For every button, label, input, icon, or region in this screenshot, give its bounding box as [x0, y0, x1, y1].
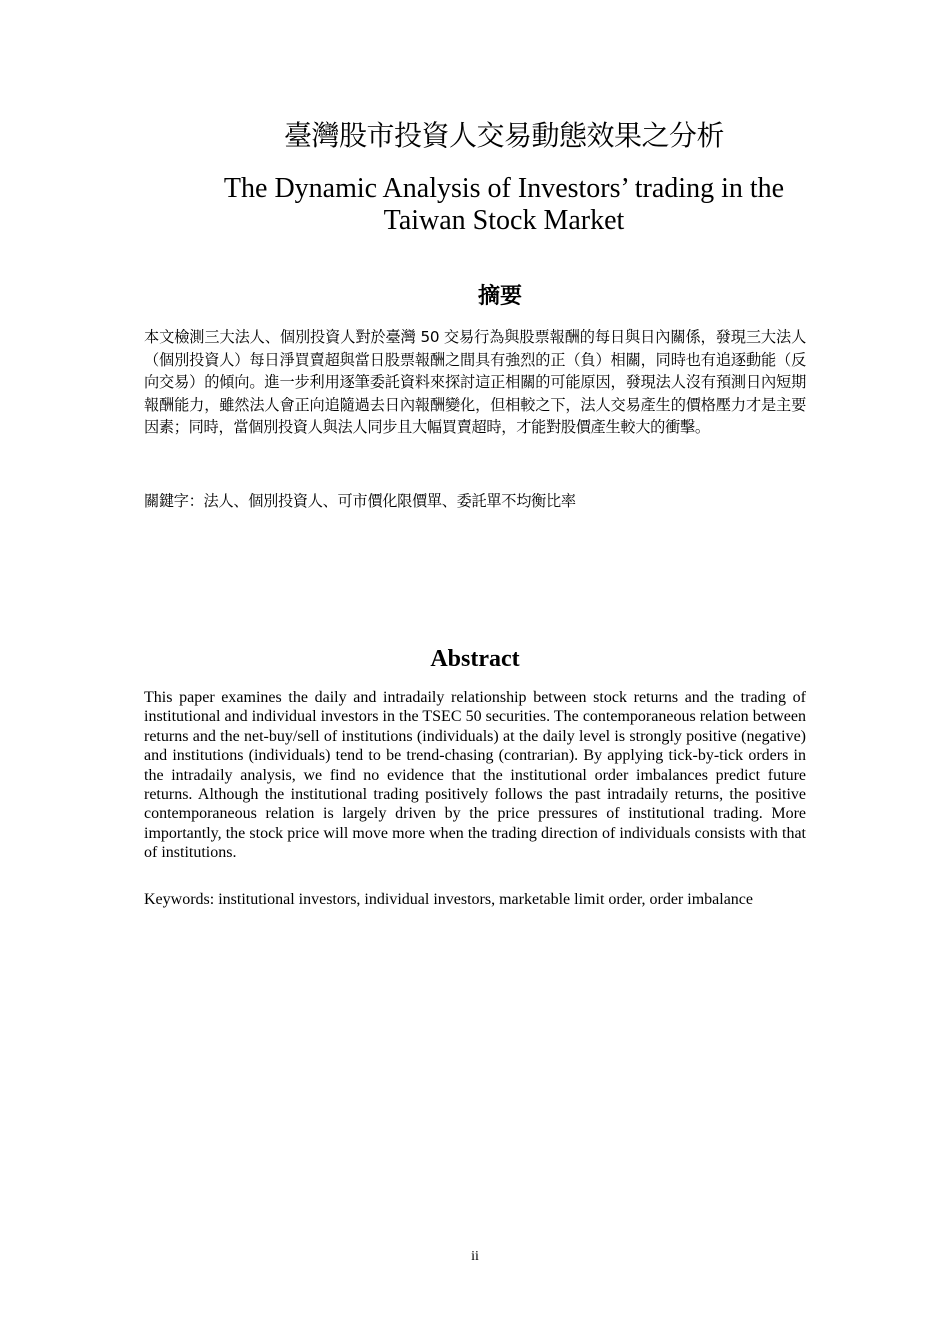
page-number: ii: [471, 1249, 479, 1264]
chinese-abstract-body: 本文檢測三大法人、個別投資人對於臺灣 50 交易行為與股票報酬的每日與日內關係，發現三大法人（個別投資人）每日淨買賣超與當日股票報酬之間具有強烈的正（負）相關，同時也有追逐動能（反向交易）的傾向。進一步利用逐筆委託資料來探討這正相關的可能原因，發現法人沒有預測日內短期報酬能力，雖然法人會正向追隨過去日內報酬變化，但相較之下，法人交易產生的價格壓力才是主要因素；同時，當個別投資人與法人同步且大幅買賣超時，才能對股價產生較大的衝擊。: [144, 328, 806, 436]
english-abstract-body: This paper examines the daily and intradaily relationship between stock returns and the trading of institutional and individual investors in the TSEC 50 securities. The contemporaneous relation between returns and the net-buy/sell of institutions (individuals) at the daily level is strongly positive (negative) and institutions (individuals) tend to be trend-chasing (contrarian). By applying tick-by-tick orders in the intradaily analysis, we find no evidence that the institutional order imbalances predict future returns. Although the institutional trading positively follows the past intradaily returns, the positive contemporaneous relation is largely driven by the price pressures of institutional trading. More importantly, the stock price will move more when the trading direction of individuals consists with that of institutions.: [144, 689, 806, 862]
chinese-abstract-heading: 摘要: [477, 284, 522, 309]
english-keywords: Keywords: institutional investors, individual investors, marketable limit order, order imbalance: [144, 891, 753, 908]
english-title: The Dynamic Analysis of Investors’ trading in the Taiwan Stock Market: [223, 173, 785, 236]
chinese-title: 臺灣股市投資人交易動態效果之分析: [283, 119, 724, 152]
english-abstract-heading: Abstract: [430, 646, 520, 672]
chinese-keywords: 關鍵字：法人、個別投資人、可市價化限價單、委託單不均衡比率: [144, 492, 576, 510]
